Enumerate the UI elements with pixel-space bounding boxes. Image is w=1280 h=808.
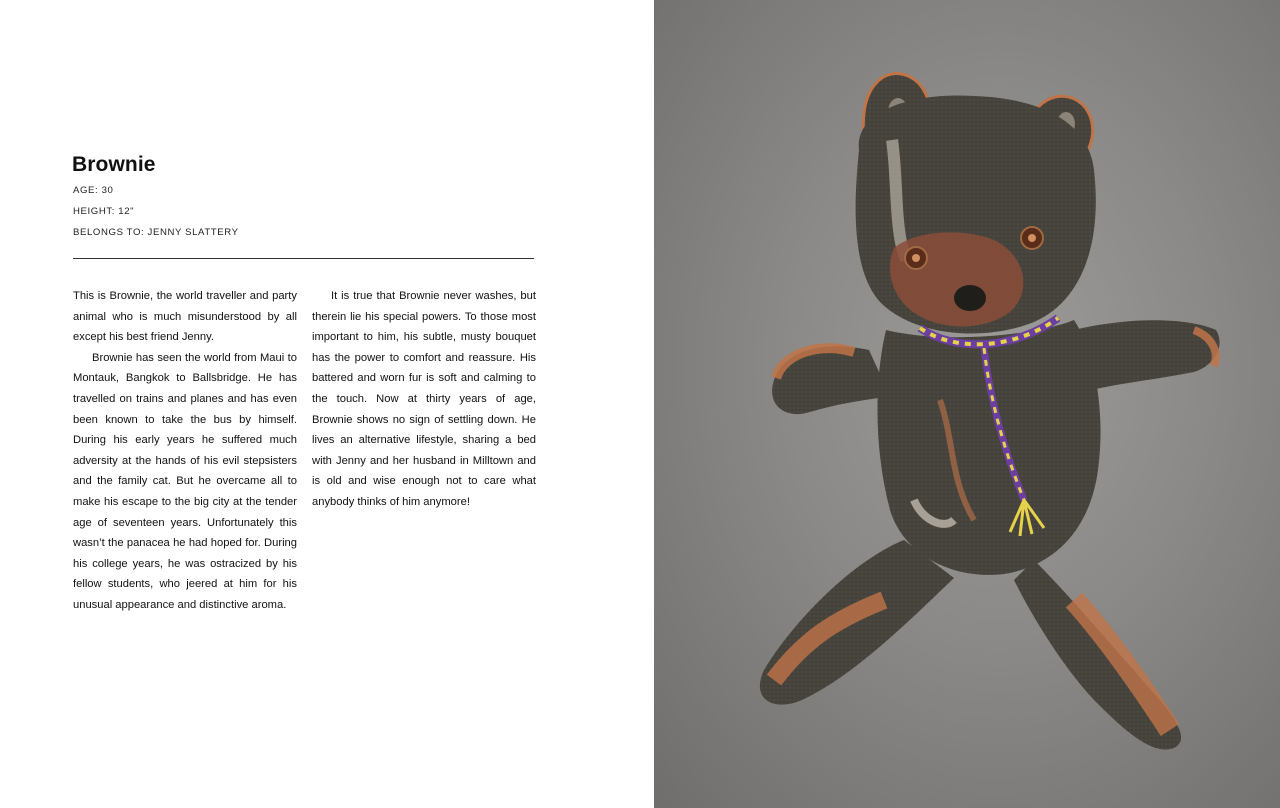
bear-body xyxy=(877,320,1100,575)
age-line: AGE: 30 xyxy=(73,185,114,196)
paragraph: This is Brownie, the world traveller and party animal who is much misunderstood by all except his best friend Jenny. xyxy=(73,290,297,344)
photo-page xyxy=(654,0,1280,808)
entry-details xyxy=(73,184,239,247)
entry-title: Brownie xyxy=(72,153,156,176)
owner-line: BELONGS TO: JENNY SLATTERY xyxy=(73,227,239,238)
divider-rule xyxy=(73,258,534,259)
paragraph: It is true that Brownie never washes, but therein lie his special powers. To those most important to him, his subtle, musty bouquet has the power to comfort and reassure. His battered and worn fur is soft and calming to the touch. Now at thirty years of age, Brownie shows no sign of settling down. He lives an alternative lifestyle, sharing a bed with Jenny and her husband in Milltown and is old and wise enough not to care what anybody thinks of him anymore! xyxy=(312,290,536,508)
height-line: HEIGHT: 12" xyxy=(73,206,135,217)
text-column-left xyxy=(73,286,297,616)
paragraph: Brownie has seen the world from Maui to Montauk, Bangkok to Ballsbridge. He has travelled on trains and planes and has even been known to take the bus by himself. During his early years he suffered much adversity at the hands of his evil stepsisters and the family cat. But he overcame all to make his escape to the big city at the tender age of seventeen years. Unfortunately this wasn’t the panacea he had hoped for. During his college years, he was ostracized by his fellow students, who jeered at him for his unusual appearance and distinctive aroma. xyxy=(73,351,297,611)
bear-head xyxy=(856,95,1096,333)
teddy-bear-photo xyxy=(654,0,1280,808)
text-column-right xyxy=(312,286,536,513)
